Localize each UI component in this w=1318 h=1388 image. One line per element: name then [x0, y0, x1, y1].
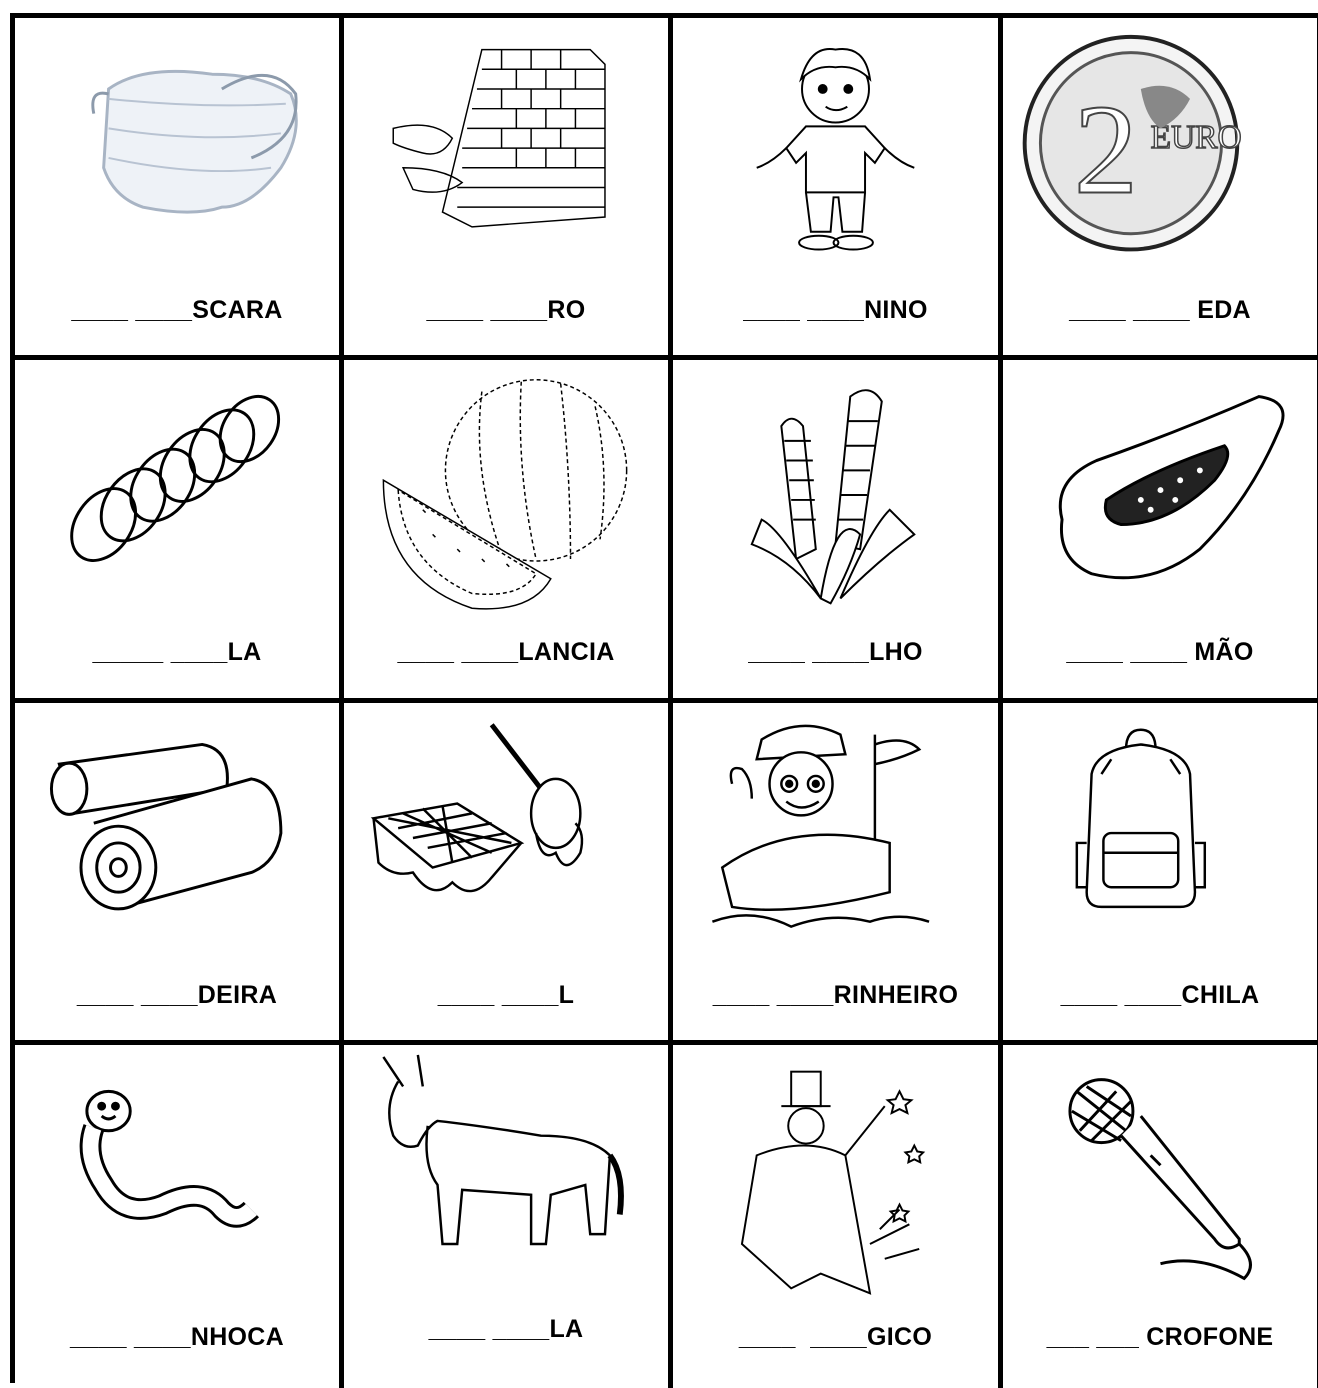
card-word: ____ ____DEIRA	[76, 981, 278, 1009]
card-word: ____ ____SCARA	[71, 296, 283, 324]
card-word: ____ ____LHO	[748, 638, 923, 666]
card-sailor	[673, 703, 1003, 1045]
papaya-icon	[1003, 360, 1317, 630]
corn-icon	[673, 360, 998, 630]
card-spring	[15, 360, 344, 703]
sailor-boat-icon	[673, 703, 998, 973]
spring-coil-icon	[15, 360, 339, 630]
card-coin	[1003, 18, 1318, 360]
worm-icon	[15, 1045, 339, 1315]
card-donkey	[344, 1045, 673, 1388]
card-corn	[673, 360, 1003, 703]
card-word: ____ ____NHOCA	[69, 1323, 285, 1351]
card-word: _____ ____LA	[92, 638, 262, 666]
boy-icon	[673, 18, 998, 288]
card-word: ____ ____GICO	[738, 1323, 933, 1351]
card-word: ____ ____ EDA	[1069, 296, 1251, 324]
card-word: ____ ____CHILA	[1060, 981, 1260, 1009]
card-boy	[673, 18, 1003, 360]
card-backpack	[1003, 703, 1318, 1045]
card-worm	[15, 1045, 344, 1388]
coin-value: 2	[1073, 78, 1138, 221]
card-word: ____ ____L	[437, 981, 575, 1009]
card-papaya	[1003, 360, 1318, 703]
euro-coin-icon	[1003, 18, 1317, 288]
card-microphone	[1003, 1045, 1318, 1388]
honey-icon	[344, 703, 668, 973]
backpack-icon	[1003, 703, 1317, 973]
microphone-icon	[1003, 1045, 1317, 1315]
donkey-icon	[344, 1045, 668, 1315]
word-card-grid	[10, 13, 1318, 1383]
card-mask	[15, 18, 344, 360]
coin-text: EURO	[1150, 119, 1242, 157]
card-brick-wall	[344, 18, 673, 360]
magician-icon	[673, 1045, 998, 1315]
card-word: ___ ___ CROFONE	[1046, 1323, 1274, 1351]
card-word: ____ ____ MÃO	[1066, 638, 1254, 666]
card-honey	[344, 703, 673, 1045]
card-word: ____ ____LA	[428, 1315, 584, 1343]
card-magician	[673, 1045, 1003, 1388]
card-word: ____ ____LANCIA	[397, 638, 615, 666]
logs-icon	[15, 703, 339, 973]
card-word: ____ ____RINHEIRO	[712, 981, 959, 1009]
brick-wall-icon	[344, 18, 668, 288]
card-watermelon	[344, 360, 673, 703]
card-word: ____ ____NINO	[743, 296, 928, 324]
card-logs	[15, 703, 344, 1045]
card-word: ____ ____RO	[426, 296, 586, 324]
watermelon-icon	[344, 360, 668, 630]
mask-icon	[15, 18, 339, 288]
